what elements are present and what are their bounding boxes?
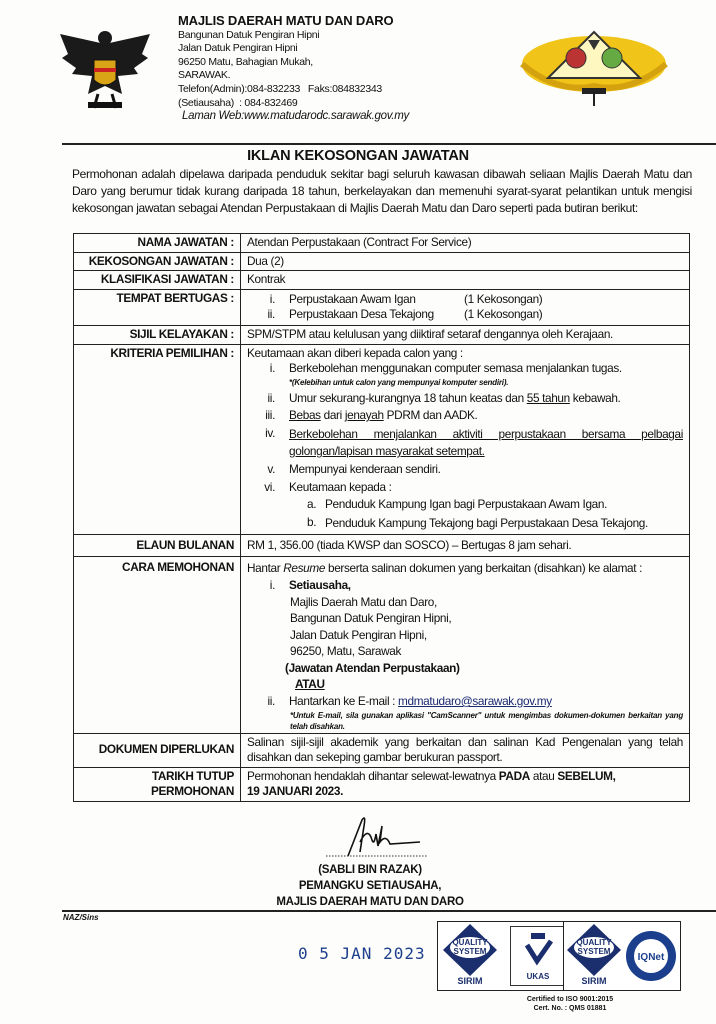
table-row: [74, 271, 690, 290]
row-label: TEMPAT BERTUGAS :: [74, 289, 241, 325]
cert-box-sirim-ukas: [437, 921, 573, 991]
sub-item: [247, 515, 683, 532]
iso-certification-text: [510, 996, 630, 1013]
address-line: 96250, Matu, Sarawak: [290, 644, 402, 659]
criteria-note: *(Kelebihan untuk calon yang mempunyai komputer sendiri).: [289, 377, 509, 387]
list-number: i.: [269, 577, 275, 592]
criteria-emphasis: jenayah: [344, 408, 384, 423]
list-item: [247, 307, 683, 323]
iso-standard: Certified to ISO 9001:2015: [526, 996, 614, 1003]
table-row: [74, 534, 690, 557]
sirim-quality-badge: [442, 923, 498, 989]
svg-text:IQNet: IQNet: [637, 952, 665, 963]
email-link[interactable]: mdmatudaro@sarawak.gov.my: [398, 694, 552, 709]
location-name: Perpustakaan Desa Tekajong: [289, 307, 434, 322]
post-title: (Jawatan Atendan Perpustakaan): [285, 660, 460, 675]
criteria-text: Berkebolehan menjalankan aktiviti perpustakaan bersama pelbagai golongan/lapisan masyarakat setempat.: [289, 426, 683, 458]
address-line: Bangunan Datuk Pengiran Hipni,: [290, 611, 452, 626]
secretary-phone: (Setiausaha) : 084-832469: [178, 96, 298, 109]
email-note: *Untuk E-mail, sila gunakan aplikasi "CamScanner" untuk mengimbas dokumen-dokumen berkaitan yang telah disahkan.: [290, 710, 683, 731]
apply-text: Hantar: [247, 561, 284, 576]
list-item: [247, 462, 683, 478]
list-number: vi.: [264, 479, 275, 494]
deadline-emphasis: SEBELUM,: [557, 768, 616, 783]
row-value: [241, 557, 690, 733]
list-number: ii.: [267, 390, 275, 405]
deadline-text: atau: [529, 768, 558, 783]
table-row: [74, 557, 690, 733]
row-value: [241, 767, 690, 801]
table-row: [74, 289, 690, 325]
list-item: [247, 693, 683, 710]
row-label: ELAUN BULANAN: [74, 534, 241, 557]
signature: [320, 812, 440, 862]
org-name: MAJLIS DAERAH MATU DAN DARO: [178, 13, 394, 28]
row-label: CARA MEMOHONAN: [74, 557, 241, 733]
criteria-text: dari: [320, 408, 345, 423]
row-value: Atendan Perpustakaan (Contract For Service): [241, 234, 690, 253]
address-line: Jalan Datuk Pengiran Hipni: [178, 42, 298, 55]
deadline-text: Permohonan hendaklah dihantar selewat-lewatnya: [247, 768, 499, 783]
criteria-text: kebawah.: [569, 390, 621, 405]
list-item: [247, 292, 683, 308]
signatory-position: PEMANGKU SETIAUSAHA,: [298, 880, 442, 892]
sub-text: Penduduk Kampung Tekajong bagi Perpustakaan Desa Tekajong.: [325, 515, 648, 530]
quality-system-label: QUALITY SYSTEM: [450, 937, 490, 958]
list-number: v.: [267, 461, 275, 476]
address-line: SARAWAK.: [178, 69, 231, 82]
deadline-date: 19 JANUARI 2023.: [247, 784, 344, 799]
list-number: ii.: [267, 307, 275, 322]
letterhead: [178, 14, 409, 124]
row-value: [241, 289, 690, 325]
row-label: SIJIL KELAYAKAN :: [74, 325, 241, 344]
date-stamp: 0 5 JAN 2023: [298, 944, 426, 963]
sarawak-crest-logo: [58, 24, 152, 116]
footer-divider: [62, 910, 716, 912]
list-item: [247, 577, 683, 594]
signatory-block: [260, 862, 480, 910]
row-label: KRITERIA PEMILIHAN :: [74, 344, 241, 534]
address-line: Majlis Daerah Matu dan Daro,: [290, 594, 437, 609]
council-emblem-logo: [518, 26, 670, 108]
vacancy-count: (1 Kekosongan): [464, 291, 543, 306]
ukas-label: UKAS: [526, 972, 550, 981]
vacancy-details-table: [73, 233, 690, 802]
signatory-org: MAJLIS DAERAH MATU DAN DARO: [276, 896, 464, 908]
email-label: Hantarkan ke E-mail :: [289, 694, 399, 709]
list-item: [247, 426, 683, 460]
row-value: [241, 344, 690, 534]
row-value: SPM/STPM atau kelulusan yang diiktiraf setaraf dengannya oleh Kerajaan.: [241, 325, 690, 344]
ukas-badge: [510, 926, 566, 986]
list-number: i.: [269, 361, 275, 376]
intro-paragraph: Permohonan adalah dipelawa daripada penduduk sekitar bagi seluruh kawasan dibawah seliaan Majlis Daerah Matu dan Daro yang berumur tidak kurang daripada 18 tahun, berkelayakan dan memenuhi syarat-syarat pelantikan untuk mengisi kekosongan jawatan sebagai Atendan Perpustakaan di Majlis Daerah Matu dan Daro seperti pada butiran berikut:: [72, 167, 692, 215]
row-label: [74, 767, 241, 801]
row-value: RM 1, 356.00 (tiada KWSP dan SOSCO) – Bertugas 8 jam sehari.: [241, 534, 690, 557]
criteria-emphasis: 55 tahun: [526, 390, 570, 405]
table-row: [74, 325, 690, 344]
table-row: [74, 344, 690, 534]
table-row: [74, 733, 690, 767]
table-row: [74, 234, 690, 253]
deadline-emphasis: PADA: [498, 768, 530, 783]
list-number: iii.: [265, 408, 275, 423]
criteria-intro: Keutamaan akan diberi kepada calon yang :: [247, 345, 463, 360]
apply-emphasis: Resume: [283, 561, 326, 576]
sub-item: [247, 497, 683, 513]
sub-text: Penduduk Kampung Igan bagi Perpustakaan Awam Igan.: [325, 497, 608, 512]
signatory-name: (SABLI BIN RAZAK): [318, 864, 422, 876]
criteria-text: Umur sekurang-kurangnya 18 tahun keatas dan: [289, 390, 527, 405]
phone-fax: Telefon(Admin):084-832233 Faks:084832343: [178, 82, 382, 95]
sirim-quality-badge: [566, 923, 622, 989]
cert-box-sirim-iqnet: [563, 921, 681, 991]
vacancy-count: (1 Kekosongan): [464, 307, 543, 322]
list-item: [247, 361, 683, 388]
table-row: [74, 767, 690, 801]
quality-system-label: QUALITY SYSTEM: [574, 937, 614, 958]
row-value: Dua (2): [241, 252, 690, 271]
sub-letter: a.: [307, 497, 317, 512]
label-line: PERMOHONAN: [150, 784, 234, 799]
website-link[interactable]: Laman Web:www.matudarodc.sarawak.gov.my: [182, 110, 409, 123]
sirim-label: SIRIM: [457, 976, 483, 986]
criteria-emphasis: Bebas: [289, 408, 321, 423]
row-value: Kontrak: [241, 271, 690, 290]
list-item: [247, 408, 683, 424]
sub-letter: b.: [307, 514, 317, 529]
iqnet-logo-icon: [624, 928, 678, 984]
list-item: [247, 480, 683, 496]
row-label: KEKOSONGAN JAWATAN :: [74, 252, 241, 271]
reference-code: NAZ/Sins: [63, 913, 99, 922]
cert-number: Cert. No. : QMS 01881: [533, 1004, 607, 1012]
criteria-text: Keutamaan kepada :: [289, 479, 392, 494]
list-number: ii.: [267, 694, 275, 709]
row-value: Salinan sijil-sijil akademik yang berkaitan dan salinan Kad Pengenalan yang telah disahkan dan sekeping gambar berukuran passport.: [241, 733, 690, 767]
criteria-text: Berkebolehan menggunakan computer semasa menjalankan tugas.: [289, 361, 622, 376]
page-title: IKLAN KEKOSONGAN JAWATAN: [247, 148, 469, 164]
sirim-label: SIRIM: [581, 976, 607, 986]
criteria-text: PDRM dan AADK.: [383, 408, 478, 423]
row-label: NAMA JAWATAN :: [74, 234, 241, 253]
criteria-text: Mempunyai kenderaan sendiri.: [289, 461, 441, 476]
address-line: 96250 Matu, Bahagian Mukah,: [178, 55, 313, 68]
list-number: iv.: [265, 425, 275, 440]
label-line: TARIKH TUTUP: [151, 768, 234, 783]
address-line: Bangunan Datuk Pengiran Hipni: [178, 28, 320, 41]
address-heading: Setiausaha,: [289, 577, 351, 592]
row-label: DOKUMEN DIPERLUKAN: [74, 733, 241, 767]
header-divider: [62, 143, 716, 145]
ukas-check-icon: [511, 927, 565, 967]
apply-text: berserta salinan dokumen yang berkaitan (disahkan) ke alamat :: [325, 561, 643, 576]
list-item: [247, 391, 683, 407]
list-number: i.: [269, 291, 275, 306]
location-name: Perpustakaan Awam Igan: [289, 291, 416, 306]
or-label: ATAU: [295, 677, 325, 692]
address-line: Jalan Datuk Pengiran Hipni,: [290, 627, 427, 642]
row-label: KLASIFIKASI JAWATAN :: [74, 271, 241, 290]
table-row: [74, 252, 690, 271]
